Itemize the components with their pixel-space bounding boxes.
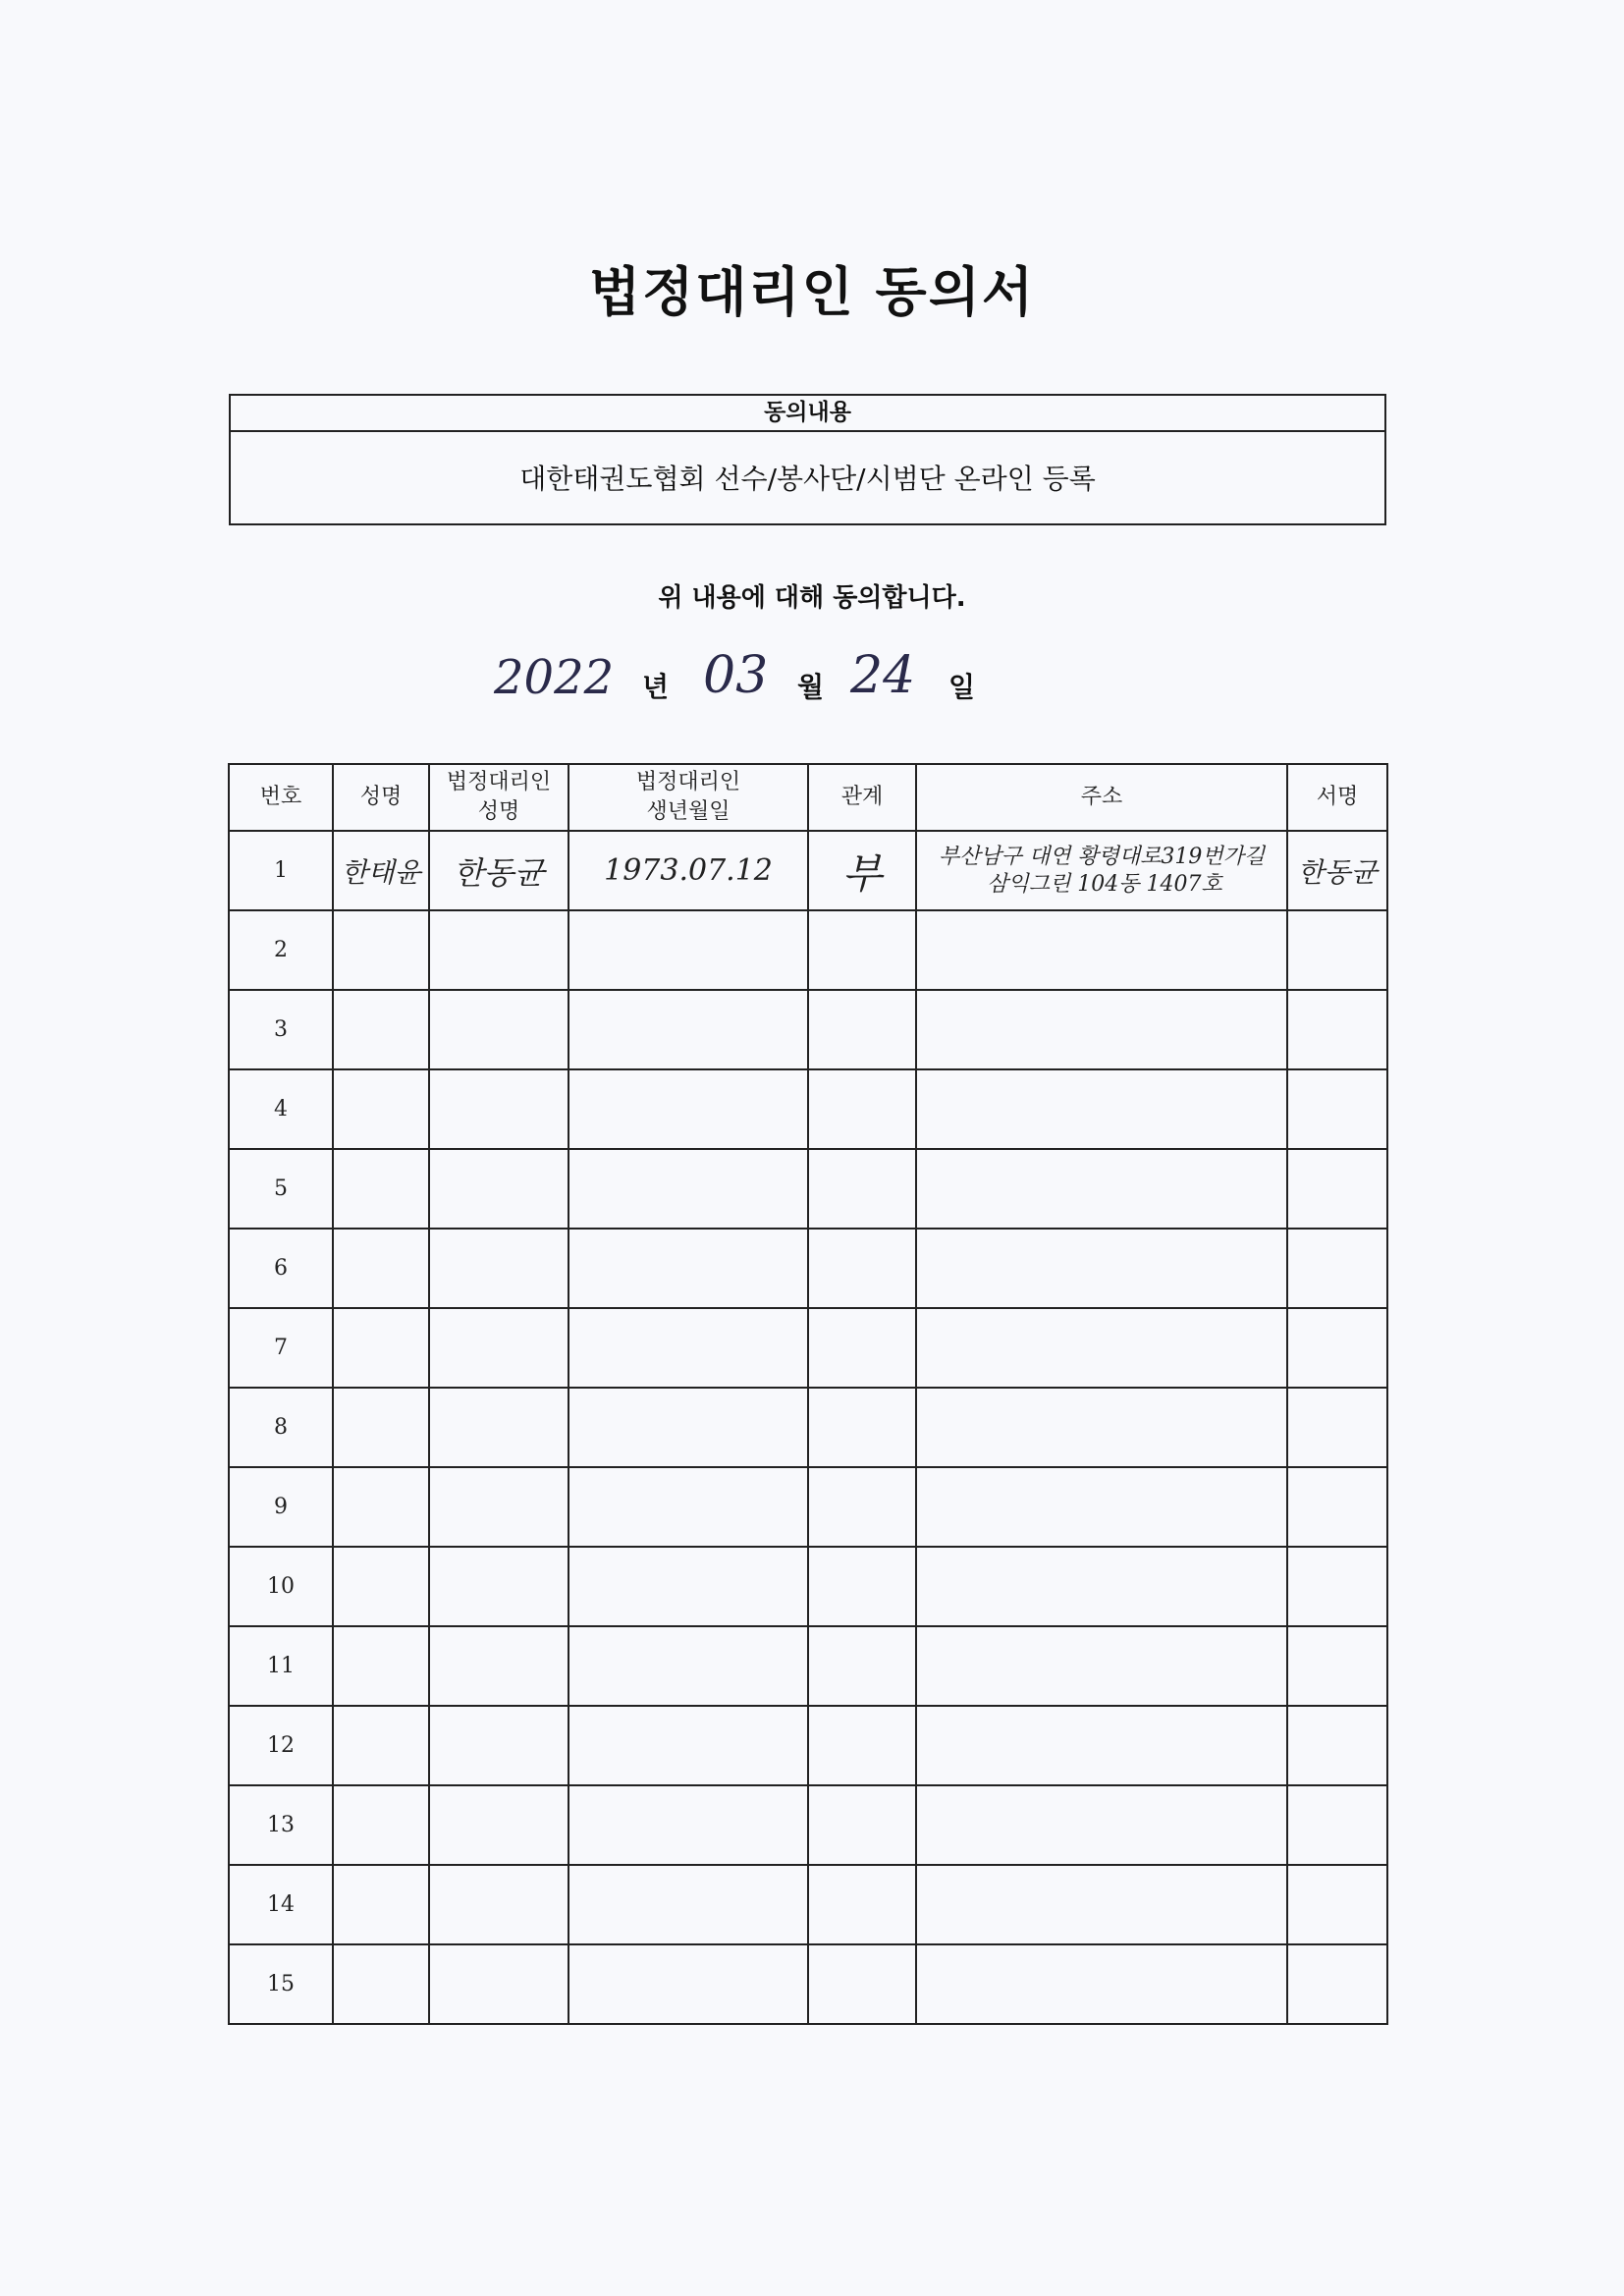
consent-content: 대한태권도협회 선수/봉사단/시범단 온라인 등록 bbox=[519, 463, 1096, 495]
row-name bbox=[333, 1547, 429, 1626]
row-name bbox=[333, 1308, 429, 1388]
row-guardian-birth bbox=[568, 1149, 808, 1229]
row-number: 11 bbox=[229, 1626, 333, 1706]
table-row bbox=[229, 1547, 1387, 1626]
row-signature bbox=[1287, 1865, 1387, 1944]
row-guardian-name bbox=[429, 1467, 568, 1547]
row-number: 12 bbox=[229, 1706, 333, 1785]
table-row bbox=[229, 990, 1387, 1069]
row-relation bbox=[808, 910, 916, 990]
row-relation bbox=[808, 1706, 916, 1785]
row-guardian-birth bbox=[568, 1229, 808, 1308]
row-number: 10 bbox=[229, 1547, 333, 1626]
row-guardian-name bbox=[429, 1785, 568, 1865]
row-guardian-name bbox=[429, 910, 568, 990]
row-signature bbox=[1287, 990, 1387, 1069]
row-guardian-name bbox=[429, 1547, 568, 1626]
date-day-unit: 일 bbox=[948, 671, 976, 703]
table-header-row bbox=[229, 764, 1387, 831]
row-name bbox=[333, 1626, 429, 1706]
header-guardian-birth-line1: 법정대리인 bbox=[635, 770, 741, 794]
row-signature bbox=[1287, 1388, 1387, 1467]
row-number: 6 bbox=[229, 1229, 333, 1308]
row-relation bbox=[808, 1308, 916, 1388]
row-address bbox=[916, 1388, 1287, 1467]
row-name bbox=[333, 1467, 429, 1547]
row-signature bbox=[1287, 1944, 1387, 2024]
table-row bbox=[229, 1785, 1387, 1865]
row-guardian-birth bbox=[568, 990, 808, 1069]
header-guardian-name-line2: 성명 bbox=[477, 799, 520, 824]
consent-box bbox=[229, 394, 1386, 525]
row-relation bbox=[808, 1467, 916, 1547]
row-address bbox=[916, 1865, 1287, 1944]
table-row bbox=[229, 831, 1387, 910]
row-guardian-birth bbox=[568, 910, 808, 990]
row-name bbox=[333, 1706, 429, 1785]
agree-statement: 위 내용에 대해 동의합니다. bbox=[658, 583, 966, 613]
row-signature bbox=[1287, 1069, 1387, 1149]
row-signature bbox=[1287, 1547, 1387, 1626]
row-guardian-name bbox=[429, 1308, 568, 1388]
row-name bbox=[333, 1944, 429, 2024]
row-guardian-birth bbox=[568, 1547, 808, 1626]
header-signature: 서명 bbox=[1287, 764, 1387, 831]
header-guardian-birth-line2: 생년월일 bbox=[646, 799, 731, 824]
table-row bbox=[229, 910, 1387, 990]
header-guardian-name-line1: 법정대리인 bbox=[446, 770, 552, 794]
row-address bbox=[916, 1944, 1287, 2024]
row-guardian-name bbox=[429, 1388, 568, 1467]
row-guardian-birth bbox=[568, 1467, 808, 1547]
table-row bbox=[229, 1308, 1387, 1388]
table-row bbox=[229, 1388, 1387, 1467]
row-address bbox=[916, 1626, 1287, 1706]
row-name: 한태윤 bbox=[333, 831, 429, 910]
row-number: 5 bbox=[229, 1149, 333, 1229]
row-relation bbox=[808, 1547, 916, 1626]
row-name bbox=[333, 1785, 429, 1865]
row-guardian-birth bbox=[568, 1944, 808, 2024]
row-guardian-name bbox=[429, 1626, 568, 1706]
table-row bbox=[229, 1944, 1387, 2024]
row-address bbox=[916, 990, 1287, 1069]
row-relation bbox=[808, 1069, 916, 1149]
row-address bbox=[916, 1069, 1287, 1149]
row-guardian-name bbox=[429, 1706, 568, 1785]
header-guardian-name bbox=[429, 764, 568, 831]
row-address bbox=[916, 1785, 1287, 1865]
row-relation bbox=[808, 1626, 916, 1706]
row-number: 4 bbox=[229, 1069, 333, 1149]
row-name bbox=[333, 1069, 429, 1149]
header-guardian-birth bbox=[568, 764, 808, 831]
row-signature bbox=[1287, 1149, 1387, 1229]
row-address bbox=[916, 910, 1287, 990]
consent-header: 동의내용 bbox=[231, 396, 1384, 432]
row-relation bbox=[808, 1865, 916, 1944]
date-year-unit: 년 bbox=[642, 671, 670, 703]
registration-table bbox=[228, 763, 1388, 2025]
row-address bbox=[916, 831, 1287, 910]
row-guardian-birth: 1973.07.12 bbox=[568, 831, 808, 910]
row-guardian-birth bbox=[568, 1785, 808, 1865]
date-year-handwritten: 2022 bbox=[494, 650, 615, 705]
table-row bbox=[229, 1229, 1387, 1308]
row-signature bbox=[1287, 910, 1387, 990]
row-number: 2 bbox=[229, 910, 333, 990]
row-guardian-birth bbox=[568, 1626, 808, 1706]
row-relation: 부 bbox=[808, 831, 916, 910]
row-address bbox=[916, 1706, 1287, 1785]
row-number: 14 bbox=[229, 1865, 333, 1944]
row-name bbox=[333, 1229, 429, 1308]
row-guardian-name bbox=[429, 1069, 568, 1149]
row-signature bbox=[1287, 1308, 1387, 1388]
row-address bbox=[916, 1149, 1287, 1229]
row-guardian-birth bbox=[568, 1706, 808, 1785]
table-row bbox=[229, 1626, 1387, 1706]
table-row bbox=[229, 1467, 1387, 1547]
row-number: 3 bbox=[229, 990, 333, 1069]
row-relation bbox=[808, 1229, 916, 1308]
row-signature bbox=[1287, 1706, 1387, 1785]
row-number: 13 bbox=[229, 1785, 333, 1865]
row-guardian-name bbox=[429, 1865, 568, 1944]
row-name bbox=[333, 990, 429, 1069]
row-guardian-name bbox=[429, 990, 568, 1069]
row-guardian-name bbox=[429, 1229, 568, 1308]
row-guardian-name bbox=[429, 1149, 568, 1229]
row-number: 7 bbox=[229, 1308, 333, 1388]
row-number: 9 bbox=[229, 1467, 333, 1547]
row-relation bbox=[808, 1944, 916, 2024]
row-guardian-birth bbox=[568, 1308, 808, 1388]
row-guardian-name bbox=[429, 1944, 568, 2024]
row-name bbox=[333, 1149, 429, 1229]
row-guardian-birth bbox=[568, 1388, 808, 1467]
row-relation bbox=[808, 990, 916, 1069]
row-number: 8 bbox=[229, 1388, 333, 1467]
header-no: 번호 bbox=[229, 764, 333, 831]
date-day-handwritten: 24 bbox=[850, 646, 916, 705]
header-name: 성명 bbox=[333, 764, 429, 831]
table-row bbox=[229, 1149, 1387, 1229]
row-address bbox=[916, 1308, 1287, 1388]
row-number: 1 bbox=[229, 831, 333, 910]
row-signature: 한동균 bbox=[1287, 831, 1387, 910]
date-month-handwritten: 03 bbox=[703, 646, 769, 705]
row-relation bbox=[808, 1388, 916, 1467]
row-number: 15 bbox=[229, 1944, 333, 2024]
row-signature bbox=[1287, 1229, 1387, 1308]
row-address-line2: 삼익그린 104동 1407호 bbox=[987, 871, 1222, 897]
row-relation bbox=[808, 1149, 916, 1229]
row-address bbox=[916, 1547, 1287, 1626]
row-name bbox=[333, 910, 429, 990]
row-signature bbox=[1287, 1626, 1387, 1706]
row-guardian-birth bbox=[568, 1069, 808, 1149]
row-signature bbox=[1287, 1785, 1387, 1865]
row-relation bbox=[808, 1785, 916, 1865]
row-signature bbox=[1287, 1467, 1387, 1547]
row-name bbox=[333, 1388, 429, 1467]
header-address: 주소 bbox=[916, 764, 1287, 831]
table-row bbox=[229, 1069, 1387, 1149]
row-guardian-name: 한동균 bbox=[429, 831, 568, 910]
table-row bbox=[229, 1706, 1387, 1785]
table-row bbox=[229, 1865, 1387, 1944]
header-relation: 관계 bbox=[808, 764, 916, 831]
row-address bbox=[916, 1229, 1287, 1308]
row-guardian-birth bbox=[568, 1865, 808, 1944]
date-month-unit: 월 bbox=[797, 671, 825, 703]
row-address bbox=[916, 1467, 1287, 1547]
document-title: 법정대리인 동의서 bbox=[588, 261, 1036, 323]
row-address-line1: 부산남구 대연 황령대로319번가길 bbox=[938, 844, 1266, 869]
row-name bbox=[333, 1865, 429, 1944]
